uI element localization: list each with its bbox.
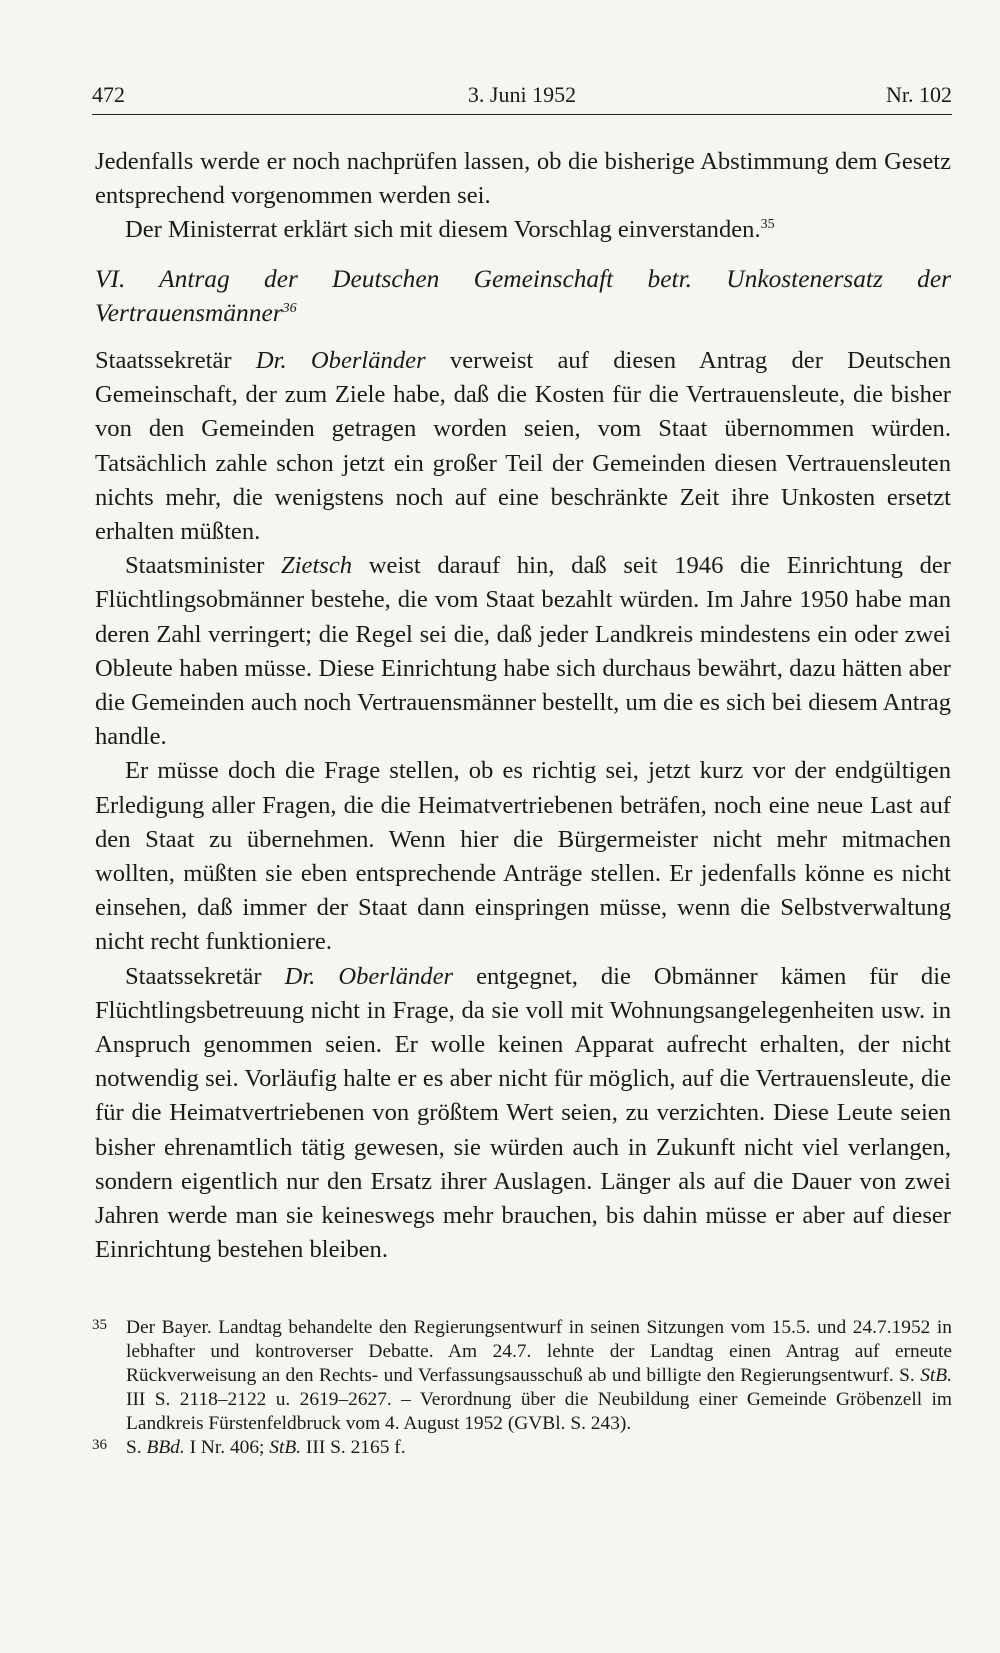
- footnote-35: [92, 1316, 952, 1436]
- page-number: 472: [92, 82, 125, 107]
- body-text: [95, 145, 951, 1268]
- footnote-ref[interactable]: 35: [760, 217, 775, 233]
- speaker-title: Staatssekretär: [95, 347, 256, 375]
- paragraph: [95, 213, 951, 247]
- footnote-text: III S. 2165 f.: [301, 1437, 406, 1458]
- citation-abbrev: StB.: [269, 1437, 302, 1458]
- speaker-title: Staatsminister: [125, 552, 282, 580]
- paragraph-text: Der Ministerrat erklärt sich mit diesem Vorschlag einverstanden.: [125, 216, 761, 244]
- footnote-ref[interactable]: 36: [282, 300, 297, 316]
- paragraph-text: verweist auf diesen Antrag der Deutschen Gemeinschaft, der zum Ziele habe, daß die Kosten für die Vertrauensleute, die bisher von den Gemeinden getragen worden seien, vom Staat übernommen würden. Tatsächlich zahle schon jetzt ein großer Teil der Gemeinden diesen Vertrauensleuten nichts mehr, die wenigstens noch auf eine beschränkte Zeit ihre Unkosten ersetzt erhalten müßten.: [95, 347, 951, 546]
- paragraph: Jedenfalls werde er noch nachprüfen lassen, ob die bisherige Abstimmung dem Gesetz entsprechend vorgenommen werden sei.: [95, 148, 951, 210]
- speaker-title: Staatssekretär: [125, 962, 285, 990]
- speaker-name: Dr. Oberländer: [284, 962, 454, 990]
- footnote-text: I Nr. 406;: [184, 1437, 270, 1458]
- footnote-mark: 35: [92, 1317, 107, 1333]
- speaker-name: Zietsch: [281, 552, 353, 580]
- paragraph-text: entgegnet, die Obmänner kämen für die Flüchtlingsbetreuung nicht in Frage, da sie voll mit Wohnungsangelegenheiten usw. in Anspruch genommen seien. Er wolle keinen Apparat aufrecht erhalten, der nicht notwendig sei. Vorläufig halte er es aber nicht für möglich, auf die Vertrauensleute, die für die Heimatvertriebenen von größtem Wert seien, zu verzichten. Diese Leute seien bisher ehrenamtlich tätig gewesen, sie würden auch in Zukunft nicht viel verlangen, sondern eigentlich nur den Ersatz ihrer Auslagen. Länger als auf die Dauer von zwei Jahren werde man sie keineswegs mehr brauchen, bis dahin müsse er aber auf dieser Einrichtung bestehen bleiben.: [95, 962, 951, 1264]
- paragraph: Er müsse doch die Frage stellen, ob es richtig sei, jetzt kurz vor der endgültigen Erledigung aller Fragen, die die Heimatvertriebenen beträfen, noch eine neue Last auf den Staat zu übernehmen. Wenn hier die Bürgermeister nicht mehr mitmachen wollten, müßten sie eben entsprechende Anträge stellen. Er jedenfalls könne es nicht einsehen, daß immer der Staat dann einspringen müsse, wenn die Selbstverwaltung nicht recht funktioniere.: [95, 757, 951, 956]
- agenda-item-title: VI. Antrag der Deutschen Gemeinschaft betr. Unkostenersatz der Vertrauensmänner: [95, 264, 951, 327]
- paragraph: [95, 344, 951, 549]
- footnote-text: Der Bayer. Landtag behandelte den Regierungsentwurf in seinen Sitzungen vom 15.5. und 24.7.1952 in lebhafter und kontroverser Debatte. Am 24.7. lehnte der Landtag einen Antrag auf erneute Rückverweisung an den Rechts- und Verfassungsausschuß ab und billigte den Regierungsentwurf. S.: [126, 1317, 952, 1386]
- paragraph: [95, 549, 951, 754]
- document-number: Nr. 102: [886, 82, 952, 107]
- footnote-text: S.: [126, 1437, 147, 1458]
- paragraph-text: weist darauf hin, daß seit 1946 die Einrichtung der Flüchtlingsobmänner bestehe, die vom Staat bezahlt würden. Im Jahre 1950 habe man deren Zahl verringert; die Regel sei die, daß jeder Landkreis mindestens ein oder zwei Obleute haben müsse. Diese Einrichtung habe sich durchaus bewährt, dazu hätten aber die Gemeinden auch noch Vertrauensmänner bestellt, um die es sich bei diesem Antrag handle.: [95, 552, 951, 751]
- citation-abbrev: StB.: [920, 1365, 952, 1386]
- speaker-name: Dr. Oberländer: [255, 347, 426, 375]
- header-date: 3. Juni 1952: [467, 82, 577, 107]
- page-header: [92, 80, 952, 115]
- citation-abbrev: BBd.: [146, 1437, 185, 1458]
- agenda-item-heading: [95, 262, 951, 330]
- footnote-mark: 36: [92, 1437, 107, 1453]
- footnote-text: III S. 2118–2122 u. 2619–2627. – Verordnung über die Neubildung einer Gemeinde Gröbenzell im Landkreis Fürstenfeldbruck vom 4. August 1952 (GVBl. S. 243).: [126, 1389, 952, 1434]
- paragraph: [95, 960, 951, 1268]
- footnotes: [92, 1316, 952, 1460]
- footnote-36: [92, 1436, 952, 1460]
